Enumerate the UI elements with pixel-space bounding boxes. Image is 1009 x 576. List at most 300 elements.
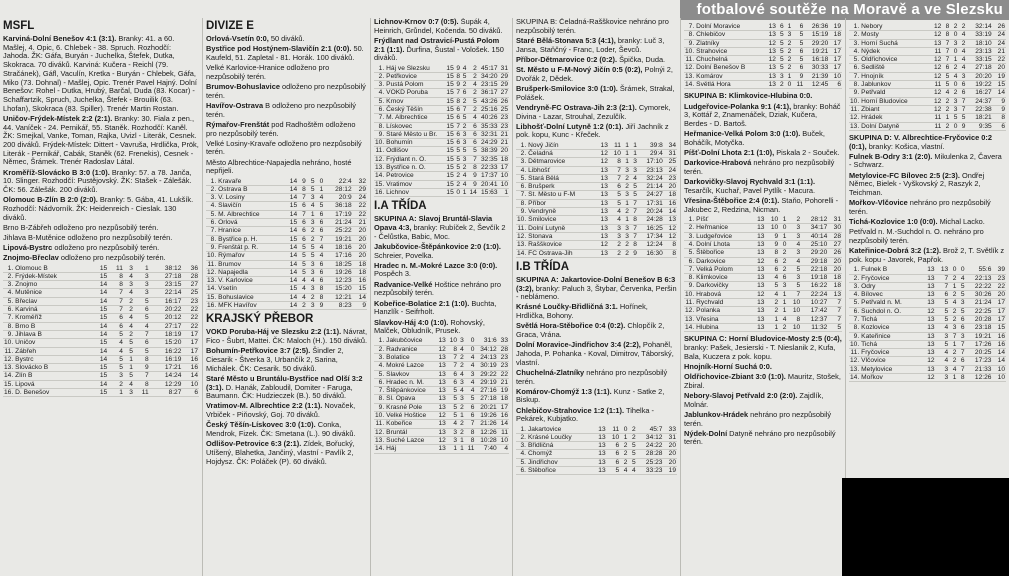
table-cell: 5 bbox=[316, 202, 325, 210]
table-cell: 2 bbox=[622, 208, 630, 216]
match-score: Kobeřice-Bolatice 2:1 (1:0). bbox=[374, 298, 470, 308]
table-cell: 12:26 bbox=[966, 374, 993, 382]
table-cell: 20 bbox=[663, 458, 677, 466]
table-cell: 8. bbox=[849, 324, 860, 332]
table-cell: 14 bbox=[498, 420, 509, 428]
table-cell: 2 bbox=[307, 227, 316, 235]
table-cell: 22 bbox=[993, 56, 1006, 64]
table-cell: 6 bbox=[467, 130, 477, 138]
table-cell: 21 bbox=[993, 47, 1006, 55]
table-cell: 6. bbox=[374, 106, 385, 114]
table-cell: 12. bbox=[517, 232, 527, 240]
table-cell: 17:16 bbox=[324, 252, 352, 260]
table-cell: 5 bbox=[298, 268, 307, 276]
table-cell: 3 bbox=[458, 378, 465, 386]
table-cell: 45:7 bbox=[637, 426, 664, 434]
table-cell: 5 bbox=[792, 39, 804, 47]
table-cell: 2 bbox=[942, 122, 950, 130]
table-cell: 12. bbox=[850, 114, 860, 122]
table-cell: 4 bbox=[307, 202, 316, 210]
table-cell: 7 bbox=[462, 106, 467, 113]
table-cell: 6 bbox=[607, 450, 621, 458]
results-list bbox=[684, 335, 842, 447]
table-cell: 21:24 bbox=[324, 219, 352, 227]
table-cell: 20 bbox=[828, 257, 842, 265]
table-cell: 3 bbox=[936, 365, 950, 373]
table-cell: 15 bbox=[444, 106, 454, 114]
table-cell: 14 bbox=[467, 188, 477, 196]
table-cell: 15:19 bbox=[804, 31, 829, 39]
table-cell: 3 bbox=[950, 39, 958, 47]
team-name: VOKD Poruba bbox=[385, 89, 444, 97]
table-cell: 14 bbox=[92, 289, 109, 297]
table-cell: 12:21 bbox=[324, 293, 352, 301]
match-result: Darkovice-Hrabová nehráno pro nezpůsobilý terén. bbox=[684, 158, 835, 176]
table-cell: 7 bbox=[630, 224, 638, 232]
table-cell: 21 bbox=[499, 139, 509, 147]
table-cell: 27:18 bbox=[150, 272, 183, 280]
table-row bbox=[374, 81, 509, 89]
team-name: Brušperk bbox=[527, 183, 596, 191]
table-cell: 2 bbox=[787, 216, 801, 224]
table-row bbox=[3, 306, 199, 314]
table-cell: 39:8 bbox=[638, 142, 664, 150]
table-cell: 0 bbox=[949, 266, 957, 274]
table-cell: 5. bbox=[849, 56, 860, 64]
table-cell: 30:19 bbox=[475, 362, 497, 370]
table-cell: 1 bbox=[949, 340, 957, 348]
table-cell: 7 bbox=[958, 105, 966, 113]
table-cell: 1 bbox=[949, 282, 957, 290]
table-cell: 15 bbox=[992, 324, 1006, 332]
team-name: Kozlovice bbox=[860, 324, 922, 332]
table-cell: 30:33 bbox=[804, 64, 829, 72]
table-cell: 13 bbox=[752, 232, 766, 240]
table-cell: 13. bbox=[850, 365, 860, 373]
table-cell: 21:26 bbox=[475, 420, 497, 428]
results-list bbox=[3, 35, 199, 263]
table-cell: 5 bbox=[628, 442, 636, 450]
table-row bbox=[206, 243, 367, 251]
match-result: Krásné Loučky-Břidličná 3:1. Hořínek, Hrdlička, Bohony. bbox=[516, 302, 648, 321]
table-cell: 23:13 bbox=[966, 47, 992, 55]
table-cell: 2 bbox=[958, 23, 966, 31]
table-cell: 4 bbox=[462, 64, 467, 72]
team-name: Jakubčovice bbox=[385, 337, 435, 345]
match-result: Olomouc B-Zlín B 2:0 (2:0). Branky: 5. Gába, 41. Lukšík. Rozhodčí: Nádvorník. ŽK: Heidenreich - Cieslak. 130 diváků. bbox=[3, 195, 194, 222]
table-cell: 0 bbox=[950, 47, 958, 55]
table-cell: 5 bbox=[777, 31, 785, 39]
table-row bbox=[849, 97, 1006, 105]
match-result: Chlebičov-Strahovice 1:2 (1:1). Tihelka - Pekárek, Kubjatko. bbox=[516, 405, 655, 424]
table-cell: 9 bbox=[456, 81, 461, 89]
table-cell: 25:23 bbox=[637, 458, 664, 466]
table-cell: 13 bbox=[436, 370, 447, 378]
table-cell: 0 bbox=[620, 426, 628, 434]
table-cell: 20 bbox=[353, 235, 367, 243]
table-row bbox=[516, 158, 677, 166]
table-cell: 13. bbox=[517, 241, 527, 249]
table-cell: 3 bbox=[936, 374, 950, 382]
table-cell: 9 bbox=[456, 64, 461, 72]
table-cell: 4 bbox=[124, 272, 134, 280]
table-cell: 4 bbox=[124, 380, 134, 388]
team-name: Břeclav bbox=[14, 297, 92, 305]
table-cell: 23 bbox=[664, 174, 677, 182]
team-name: Zlatníky bbox=[695, 39, 764, 47]
table-cell: 23:15 bbox=[150, 281, 183, 289]
table-row bbox=[3, 355, 199, 363]
table-cell: 17:10 bbox=[638, 158, 664, 166]
team-name: Jihlava B bbox=[14, 330, 92, 338]
table-cell: 3. bbox=[374, 354, 385, 362]
table-cell: 17 bbox=[499, 164, 509, 172]
table-cell: 17 bbox=[992, 307, 1006, 315]
table-cell: 12 bbox=[596, 158, 609, 166]
table-cell: 15 bbox=[92, 306, 109, 314]
table-cell: 11 bbox=[929, 47, 942, 55]
table-cell: 16:22 bbox=[150, 347, 183, 355]
table-row bbox=[3, 272, 199, 280]
table-row bbox=[849, 340, 1006, 348]
table-row bbox=[516, 224, 677, 232]
table-cell: 12 bbox=[929, 64, 942, 72]
column-ib-skupiny bbox=[681, 22, 845, 576]
table-cell: 4 bbox=[462, 180, 467, 188]
table-cell: 27:18 bbox=[966, 64, 992, 72]
table-cell: 6 bbox=[298, 219, 307, 227]
table-cell: 7 bbox=[134, 372, 150, 380]
table-cell: 20 bbox=[992, 291, 1006, 299]
table-cell: 32:31 bbox=[478, 130, 499, 138]
table-cell: 1 bbox=[779, 232, 787, 240]
table-cell: 9 bbox=[958, 122, 966, 130]
table-cell: 34:17 bbox=[801, 224, 828, 232]
table-cell: 3 bbox=[108, 372, 124, 380]
table-cell: 16 bbox=[992, 332, 1006, 340]
table-cell: 2 bbox=[628, 433, 636, 441]
match-score: Staré Bělá-Stonava 5:3 (4:1), bbox=[516, 35, 616, 45]
match-result: Chuchelná-Zlatníky nehráno pro nezpůsobilý terén. bbox=[516, 367, 668, 386]
results-list bbox=[374, 215, 509, 336]
table-row bbox=[206, 235, 367, 243]
table-cell: 4 bbox=[458, 370, 465, 378]
results-list bbox=[374, 18, 509, 63]
match-score: Chlebičov-Strahovice 1:2 (1:1). bbox=[516, 405, 625, 415]
table-cell: 13 bbox=[922, 332, 936, 340]
table-row bbox=[684, 282, 842, 290]
table-cell: 3 bbox=[307, 285, 316, 293]
table-row bbox=[684, 64, 842, 72]
table-cell: 8 bbox=[465, 428, 476, 436]
table-cell: 2. bbox=[374, 72, 385, 80]
table-cell: 3 bbox=[630, 158, 638, 166]
table-cell: 15 bbox=[444, 155, 454, 163]
team-name: Darkovičky bbox=[695, 282, 752, 290]
table-cell: 5 bbox=[936, 299, 950, 307]
table-cell: 6 bbox=[456, 130, 461, 138]
table-cell: 1 bbox=[124, 364, 134, 372]
table-cell: 28:12 bbox=[801, 216, 828, 224]
table-cell: 3 bbox=[307, 302, 316, 310]
match-score: Orlová-Vsetín 0:0, bbox=[206, 34, 269, 43]
table-cell: 3. bbox=[516, 158, 527, 166]
table-cell: 8 bbox=[942, 23, 950, 31]
table-cell: 7. bbox=[849, 72, 860, 80]
table-cell: 27 bbox=[499, 89, 509, 97]
table-cell: 12. bbox=[685, 64, 695, 72]
table-row bbox=[684, 307, 842, 315]
table-cell: 5 bbox=[456, 155, 461, 163]
table-cell: 2 bbox=[124, 330, 134, 338]
team-name: Oldřichovice bbox=[860, 56, 929, 64]
table-cell: 6 bbox=[779, 274, 787, 282]
team-name: Jindřichov bbox=[527, 458, 593, 466]
table-cell: 6 bbox=[467, 139, 477, 147]
table-cell: 20 bbox=[828, 265, 842, 273]
table-row bbox=[3, 372, 199, 380]
team-name: Chuchelná bbox=[695, 56, 764, 64]
table-cell: 2 bbox=[307, 293, 316, 301]
team-name: Napajedla bbox=[217, 268, 284, 276]
match-score: Karviná-Dolní Benešov 4:1 (3:1). bbox=[3, 34, 117, 43]
table-cell: 18 bbox=[829, 31, 842, 39]
table-cell: 16:27 bbox=[966, 89, 992, 97]
team-name: Petřvald bbox=[860, 89, 929, 97]
table-cell: 5 bbox=[124, 347, 134, 355]
table-cell: 38:12 bbox=[150, 265, 183, 273]
table-cell: 13 bbox=[596, 216, 609, 224]
table-cell: 4 bbox=[298, 277, 307, 285]
table-cell: 31:6 bbox=[475, 337, 497, 345]
table-cell: 7. bbox=[374, 114, 385, 122]
table-cell: 2 bbox=[949, 274, 957, 282]
table-cell: 33:19 bbox=[966, 31, 992, 39]
table-cell: 2 bbox=[958, 39, 966, 47]
table-cell: 2 bbox=[458, 354, 465, 362]
match-result: Vřesina-Štěbořice 2:4 (0:1). Staňo, Pohorelli - Jakubec 2, Redzina, Nicman. bbox=[684, 196, 839, 214]
table-row bbox=[206, 219, 367, 227]
table-cell: 13 bbox=[922, 291, 936, 299]
table-cell: 4 bbox=[949, 299, 957, 307]
table-cell: 12. bbox=[850, 357, 860, 365]
match-score: Darkovičky-Slavoj Rychvald 3:1 (1:1). bbox=[684, 177, 816, 187]
table-cell: 23 bbox=[182, 297, 199, 305]
team-name: Háj ve Slezsku bbox=[385, 65, 444, 73]
team-name: Znojmo bbox=[14, 281, 92, 289]
table-cell: 3 bbox=[134, 281, 150, 289]
table-cell: 7 bbox=[957, 349, 965, 357]
team-name: St. Město u F-M bbox=[527, 191, 596, 199]
table-cell: 12 bbox=[664, 224, 677, 232]
table-cell: 32:14 bbox=[966, 23, 992, 31]
table-cell: 2 bbox=[622, 174, 630, 182]
table-cell: 15 bbox=[444, 188, 454, 196]
match-result: Staré Město u Bruntálu-Bystřice nad Olší 3:2 (3:1). D. Hanák, Zabloudil, Domiter - Faruga, Baumann. ČK: Hudzieczek (B.). 50 diváků. bbox=[206, 373, 363, 401]
table-cell: 5 bbox=[609, 191, 622, 199]
table-cell: 33:23 bbox=[637, 467, 664, 475]
table-cell: 17:34 bbox=[638, 232, 664, 240]
match-result: Píšť-Dolní Lhota 2:1 (1:0), Piskala 2 - Souček. bbox=[684, 148, 840, 158]
table-row bbox=[3, 281, 199, 289]
table-cell: 18:19 bbox=[150, 330, 183, 338]
table-cell: 26 bbox=[499, 97, 509, 105]
match-result: Komárov-Chomýž 1:3 (1:1). Kunz - Satke 2, Biskup. bbox=[516, 386, 665, 405]
table-cell: 1. bbox=[3, 265, 14, 273]
table-cell: 5 bbox=[124, 339, 134, 347]
table-row bbox=[849, 291, 1006, 299]
table-cell: 1 bbox=[949, 374, 957, 382]
table-cell: 28 bbox=[828, 232, 842, 240]
league-heading: MSFL bbox=[3, 20, 35, 32]
table-cell: 1. bbox=[374, 337, 385, 345]
column-divize-e bbox=[203, 18, 370, 576]
table-cell: 21 bbox=[353, 219, 367, 227]
table-cell: 4 bbox=[950, 72, 958, 80]
table-cell: 6 bbox=[607, 442, 621, 450]
table-cell: 14 bbox=[182, 372, 199, 380]
table-row bbox=[374, 164, 509, 172]
table-cell: 13 bbox=[764, 64, 777, 72]
table-row bbox=[516, 467, 677, 475]
table-row bbox=[374, 180, 509, 188]
table-cell: 12 bbox=[922, 357, 936, 365]
team-name: Kravaře bbox=[217, 178, 284, 186]
table-cell: 4 bbox=[779, 315, 787, 323]
table-cell: 16 bbox=[182, 364, 199, 372]
table-cell: 2 bbox=[777, 81, 785, 89]
team-name: Bruntál bbox=[385, 428, 435, 436]
team-name: Stará Bělá bbox=[527, 174, 596, 182]
table-row bbox=[374, 89, 509, 97]
match-result: Jihlava B-Mutěnice odloženo pro nezpůsobilý terén. bbox=[3, 232, 173, 242]
table-cell: 9. bbox=[684, 39, 695, 47]
table-cell: 10 bbox=[787, 298, 801, 306]
table-cell: 4 bbox=[936, 324, 950, 332]
table-cell: 2. bbox=[374, 345, 385, 353]
table-cell: 2 bbox=[458, 403, 465, 411]
table-cell: 2. bbox=[206, 185, 217, 193]
table-cell: 6 bbox=[765, 265, 779, 273]
table-cell: 5. bbox=[374, 97, 385, 105]
table-cell: 19 bbox=[829, 23, 842, 31]
table-cell: 7 bbox=[316, 235, 325, 243]
table-cell: 7 bbox=[936, 274, 950, 282]
table-cell: 20 bbox=[663, 442, 677, 450]
table-cell: 6 bbox=[462, 89, 467, 97]
table-cell: 10 bbox=[498, 436, 509, 444]
table-cell: 13 bbox=[922, 324, 936, 332]
match-result: Brno B-Zábřeh odloženo pro nezpůsobilý terén. bbox=[3, 222, 159, 232]
table-cell: 16 bbox=[353, 277, 367, 285]
table-row bbox=[3, 322, 199, 330]
table-cell: 15 bbox=[444, 89, 454, 97]
table-cell: 45:17 bbox=[478, 65, 499, 73]
table-cell: 1 bbox=[630, 142, 638, 150]
table-cell: 10. bbox=[4, 339, 14, 347]
table-row bbox=[206, 268, 367, 276]
table-cell: 3 bbox=[777, 72, 785, 80]
table-cell: 3 bbox=[307, 194, 316, 202]
table-row bbox=[374, 420, 509, 428]
table-cell: 13 bbox=[764, 72, 777, 80]
table-cell: 4 bbox=[628, 467, 636, 475]
table-cell: 16:22 bbox=[801, 282, 828, 290]
table-cell: 7 bbox=[957, 340, 965, 348]
match-result: Kateřinice-Dobrá 3:2 (1:2). Brož 2, T. Světlík z pok. kopu - Javorek, Papřok. bbox=[849, 246, 1005, 264]
table-cell: 5 bbox=[777, 39, 785, 47]
table-cell: 7 bbox=[828, 298, 842, 306]
table-cell: 4 bbox=[465, 354, 476, 362]
table-cell: 24:28 bbox=[638, 216, 664, 224]
team-name: Olomouc B bbox=[14, 265, 92, 273]
table-cell: 33 bbox=[498, 337, 509, 345]
table-cell: 0 bbox=[465, 345, 476, 353]
table-row bbox=[684, 249, 842, 257]
match-result: Znojmo-Břeclav odloženo pro nezpůsobilý terén. bbox=[3, 253, 166, 263]
table-cell: 1. bbox=[849, 23, 860, 31]
table-cell: 38:39 bbox=[478, 147, 499, 155]
table-cell: 13 bbox=[596, 191, 609, 199]
table-row bbox=[516, 232, 677, 240]
table-cell: 6 bbox=[957, 315, 965, 323]
table-cell: 5 bbox=[957, 282, 965, 290]
table-cell: 6 bbox=[467, 122, 477, 130]
table-cell: 6 bbox=[829, 81, 842, 89]
table-cell: 22:14 bbox=[150, 289, 183, 297]
table-cell: 27:17 bbox=[150, 322, 183, 330]
table-cell: 3. bbox=[849, 39, 860, 47]
team-name: Háj bbox=[385, 445, 435, 453]
table-cell: 12:29 bbox=[150, 380, 183, 388]
table-cell: 13 bbox=[752, 249, 766, 257]
table-row bbox=[849, 47, 1006, 55]
table-cell: 7 bbox=[630, 208, 638, 216]
table-cell: 2 bbox=[462, 122, 467, 130]
table-cell: 14 bbox=[284, 293, 298, 301]
table-cell: 4. bbox=[3, 289, 14, 297]
table-cell: 2 bbox=[765, 307, 779, 315]
table-cell: 6 bbox=[465, 412, 476, 420]
table-cell: 9 bbox=[298, 178, 307, 186]
match-score: Olomouc B-Zlín B 2:0 (2:0). bbox=[3, 195, 98, 205]
table-cell: 14 bbox=[92, 380, 109, 388]
table-cell: 26:36 bbox=[804, 23, 829, 31]
table-cell: 40:26 bbox=[478, 114, 499, 122]
table-cell: 3. bbox=[374, 81, 385, 89]
team-name: Světlá Hora bbox=[695, 81, 764, 89]
table-cell: 10 bbox=[829, 72, 842, 80]
table-cell: 11. bbox=[207, 260, 217, 268]
table-cell: 2 bbox=[467, 65, 477, 73]
table-cell: 5 bbox=[630, 183, 638, 191]
table-cell: 14:24 bbox=[150, 372, 183, 380]
table-cell: 1 bbox=[779, 298, 787, 306]
table-cell: 0 bbox=[779, 240, 787, 248]
table-cell: 8. bbox=[849, 81, 860, 89]
table-cell: 7 bbox=[447, 362, 458, 370]
table-cell: 25:22 bbox=[324, 227, 352, 235]
standings-table bbox=[849, 266, 1006, 382]
match-score: Kateřinice-Dobrá 3:2 (1:2). bbox=[849, 246, 941, 256]
team-name: Suchdol n. O. bbox=[860, 307, 922, 315]
table-cell: 23 bbox=[498, 354, 509, 362]
standings-table bbox=[684, 216, 842, 332]
team-name: Dolní Datyně bbox=[860, 122, 929, 130]
table-cell: 3 bbox=[462, 130, 467, 138]
table-cell: 3 bbox=[622, 166, 630, 174]
table-cell: 21:14 bbox=[638, 183, 664, 191]
